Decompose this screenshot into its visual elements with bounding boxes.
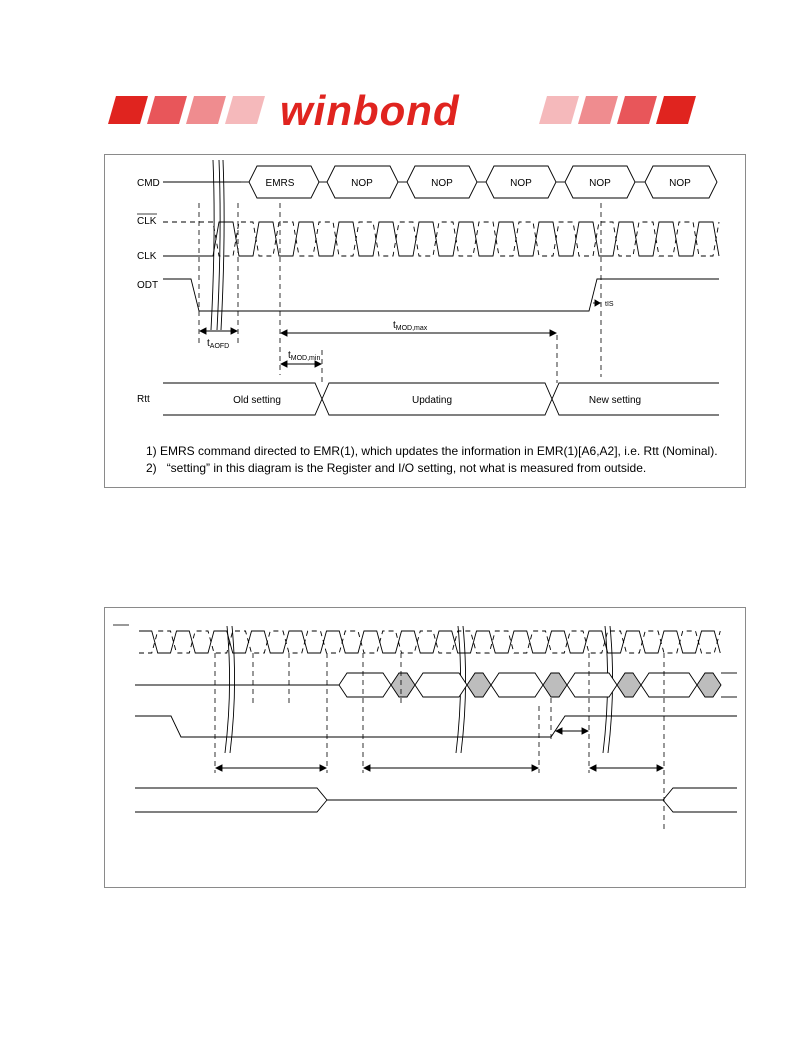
odt-waveform xyxy=(163,279,719,311)
state-bus-2 xyxy=(135,788,737,812)
timing-diagram-emrs-odt xyxy=(104,154,746,488)
note-1: 1) EMRS command directed to EMR(1), which updates the information in EMR(1)[A6,A2], i.e. Rtt (Nominal). xyxy=(146,444,718,458)
rtt-state-labels xyxy=(233,395,641,406)
reference-lines xyxy=(199,203,601,383)
cmd-label: CMD xyxy=(137,178,160,189)
cmd-nop-3: NOP xyxy=(510,178,532,189)
taofd-label: $t_{AOFD}$ xyxy=(207,338,230,350)
clk-label: CLK xyxy=(137,251,157,262)
cmd-nop-1: NOP xyxy=(351,178,373,189)
tmod-min-label: $t_{MOD,min}$ xyxy=(288,350,321,362)
winbond-logo xyxy=(104,92,700,132)
rtt-updating: Updating xyxy=(411,395,453,406)
cmd-emrs: EMRS xyxy=(265,178,295,189)
timing-diagram-2 xyxy=(104,607,746,888)
control-waveform-2 xyxy=(135,716,737,737)
clk-solid xyxy=(163,222,719,256)
rtt-old-setting: Old setting xyxy=(233,395,281,406)
cmd-nop-5: NOP xyxy=(669,178,691,189)
cmd-nop-2: NOP xyxy=(431,178,453,189)
data-bus-2 xyxy=(135,673,737,697)
odt-label: ODT xyxy=(137,280,159,291)
clk-bar-dashed-2 xyxy=(139,631,720,653)
clk-solid-2 xyxy=(139,631,720,653)
clk-bar-label xyxy=(137,214,157,227)
cmd-nop-4: NOP xyxy=(589,178,611,189)
time-break-marks xyxy=(211,160,224,330)
logo-stripes-left xyxy=(108,96,265,124)
tmod-max-label: $t_{MOD,max}$ xyxy=(393,320,428,332)
tis-label: tIS xyxy=(605,301,614,308)
timing-arrows xyxy=(200,300,600,367)
logo-stripes-right xyxy=(539,96,696,124)
timing-diagram-1-svg xyxy=(105,155,745,487)
svg-text:CLK: CLK xyxy=(137,216,157,227)
timing-diagram-2-svg xyxy=(105,608,745,887)
rtt-new-setting: New setting xyxy=(588,395,642,406)
rtt-label: Rtt xyxy=(137,394,150,405)
clk-waveforms xyxy=(163,222,719,256)
brand-name: winbond xyxy=(280,92,460,132)
note-2: 2) “setting” in this diagram is the Register and I/O setting, not what is measured from outside. xyxy=(146,461,647,475)
timing-arrows-2 xyxy=(216,728,663,771)
clk-waveforms-2 xyxy=(139,631,720,653)
